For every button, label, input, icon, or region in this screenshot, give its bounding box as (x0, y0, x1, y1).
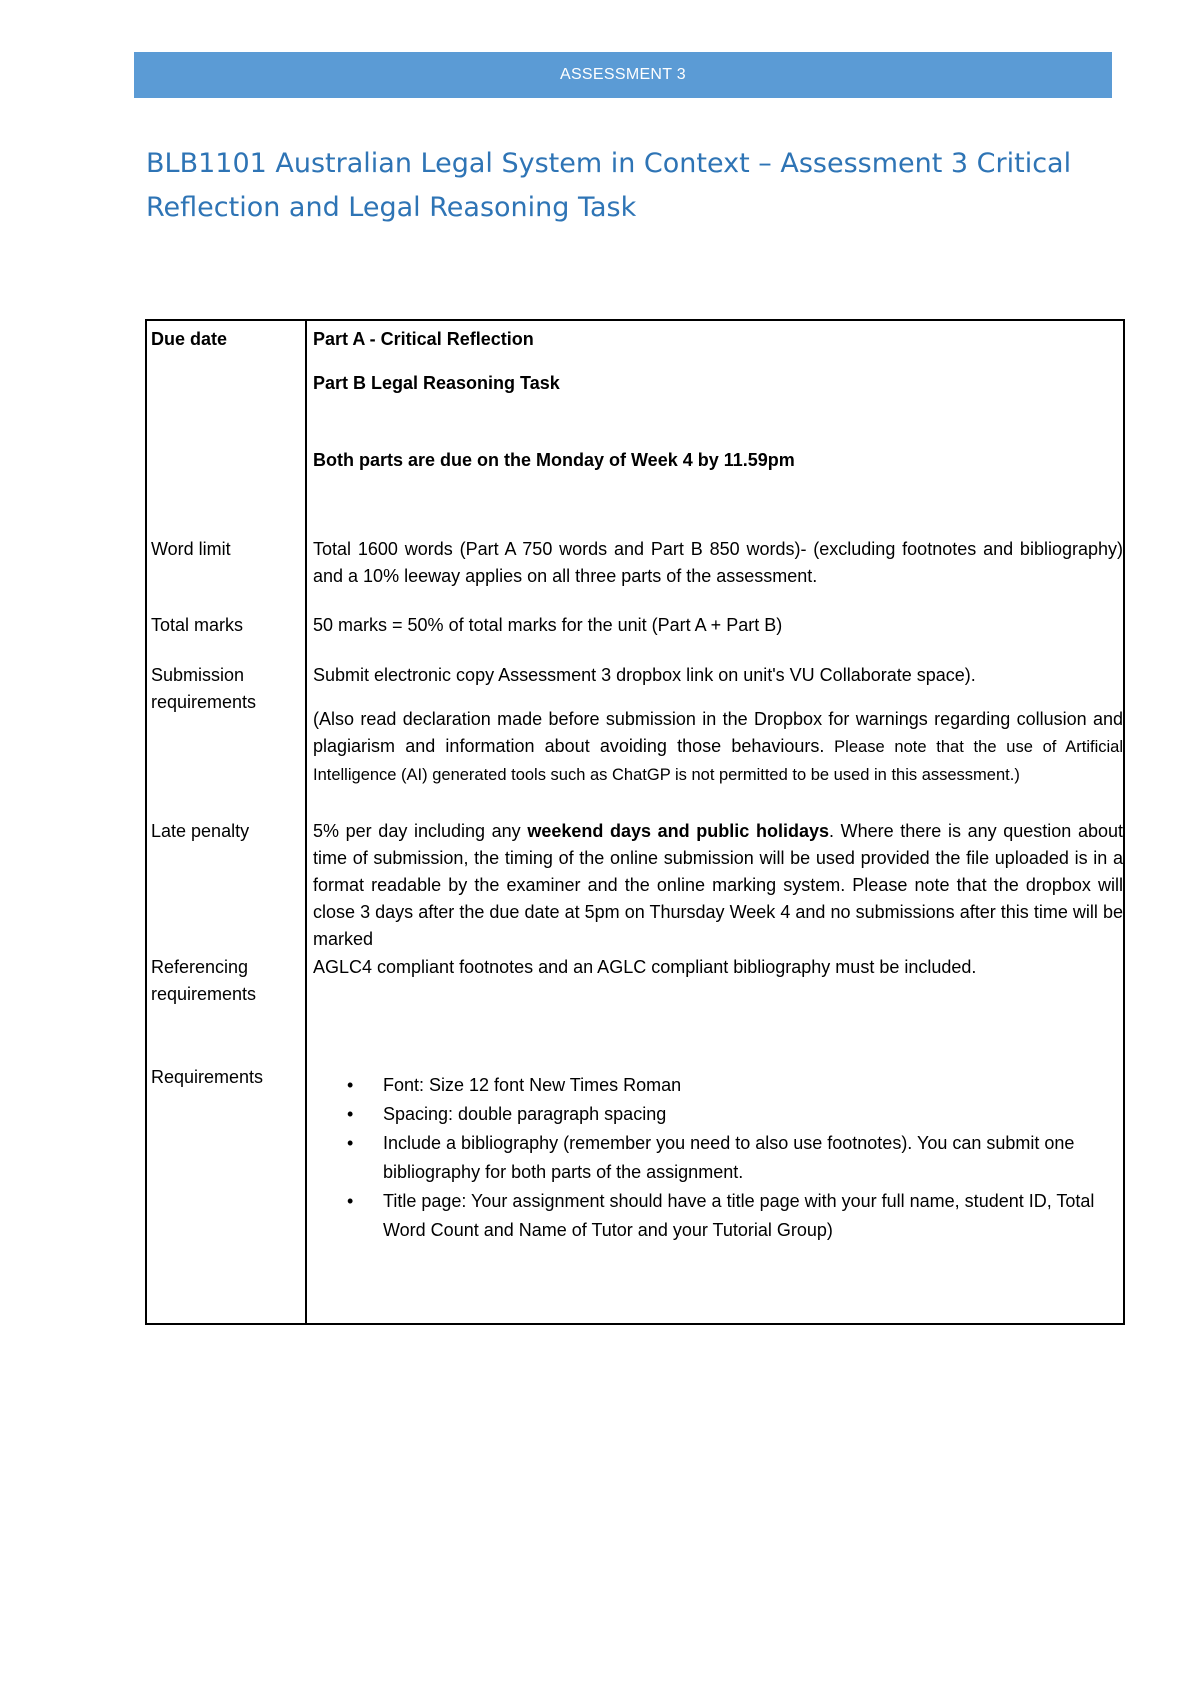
late-penalty-text-bold: weekend days and public holidays (527, 821, 829, 841)
late-penalty-label: Late penalty (151, 821, 250, 841)
total-marks-text: 50 marks = 50% of total marks for the unit (Part A + Part B) (313, 615, 783, 635)
header-bar (134, 52, 1112, 98)
submission-text-2 (313, 706, 1123, 789)
list-item (347, 1071, 1123, 1100)
referencing-text: AGLC4 compliant footnotes and an AGLC compliant bibliography must be included. (313, 957, 977, 977)
part-a-text: Part A - Critical Reflection (313, 329, 534, 349)
due-date-cell (307, 326, 1125, 474)
referencing-label: Referencing requirements (151, 957, 257, 1004)
total-marks-cell (307, 612, 1125, 639)
bullet-icon: • (347, 1075, 354, 1095)
part-b-text: Part B Legal Reasoning Task (313, 373, 560, 393)
list-item-text: Title page: Your assignment should have a title page with your full name, student ID, Total Word Count and Name of Tutor and your Tutorial Group) (383, 1191, 1095, 1240)
word-limit-cell (307, 536, 1125, 590)
bullet-icon: • (347, 1133, 354, 1153)
late-penalty-cell (307, 818, 1125, 953)
submission-text-1: Submit electronic copy Assessment 3 dropbox link on unit's VU Collaborate space). (313, 665, 976, 685)
late-penalty-text (313, 818, 1123, 953)
header-label: ASSESSMENT 3 (559, 66, 686, 83)
list-item (347, 1129, 1123, 1187)
list-item (347, 1100, 1123, 1129)
assessment-info-table (145, 319, 1125, 1325)
document-title: BLB1101 Australian Legal System in Context – Assessment 3 Critical Reflection and Legal Reasoning Task (146, 148, 1072, 223)
list-item-text: Spacing: double paragraph spacing (383, 1104, 667, 1124)
due-note-text: Both parts are due on the Monday of Week 4 by 11.59pm (313, 450, 795, 470)
list-item-text: Font: Size 12 font New Times Roman (383, 1075, 682, 1095)
submission-label: Submission requirements (151, 665, 257, 712)
requirements-cell (307, 1071, 1125, 1245)
late-penalty-text-post: . Where there is any question about time of submission, the timing of the online submission will be used provided the file uploaded is in a format readable by the examiner and the online marking system. Please note that the dropbox will close 3 days after the due date at 5pm on Thursday Week 4 and no submissions after this time will be marked (313, 821, 1123, 949)
word-limit-text: Total 1600 words (Part A 750 words and Part B 850 words)- (excluding footnotes and bibliography) and a 10% leeway applies on all three parts of the assessment. (313, 539, 1123, 586)
total-marks-label: Total marks (151, 615, 244, 635)
late-penalty-text-pre: 5% per day including any (313, 821, 528, 841)
requirements-list (313, 1071, 1123, 1245)
bullet-icon: • (347, 1104, 354, 1124)
referencing-cell (307, 954, 1125, 981)
submission-cell (307, 662, 1125, 789)
list-item-text: Include a bibliography (remember you need to also use footnotes). You can submit one bibliography for both parts of the assignment. (383, 1133, 1075, 1182)
bullet-icon: • (347, 1191, 354, 1211)
due-date-label: Due date (151, 329, 228, 349)
list-item (347, 1187, 1123, 1245)
requirements-label: Requirements (151, 1067, 264, 1087)
word-limit-label: Word limit (151, 539, 231, 559)
submission-declaration-text: (Also read declaration made before submission in the Dropbox for warnings regarding collusion and plagiarism and information about avoiding those behaviours. (313, 709, 1123, 756)
ai-policy-text: Please note that the use of Artificial Intelligence (AI) generated tools such as ChatGP is not permitted to be used in this assessment.) (313, 738, 1124, 784)
